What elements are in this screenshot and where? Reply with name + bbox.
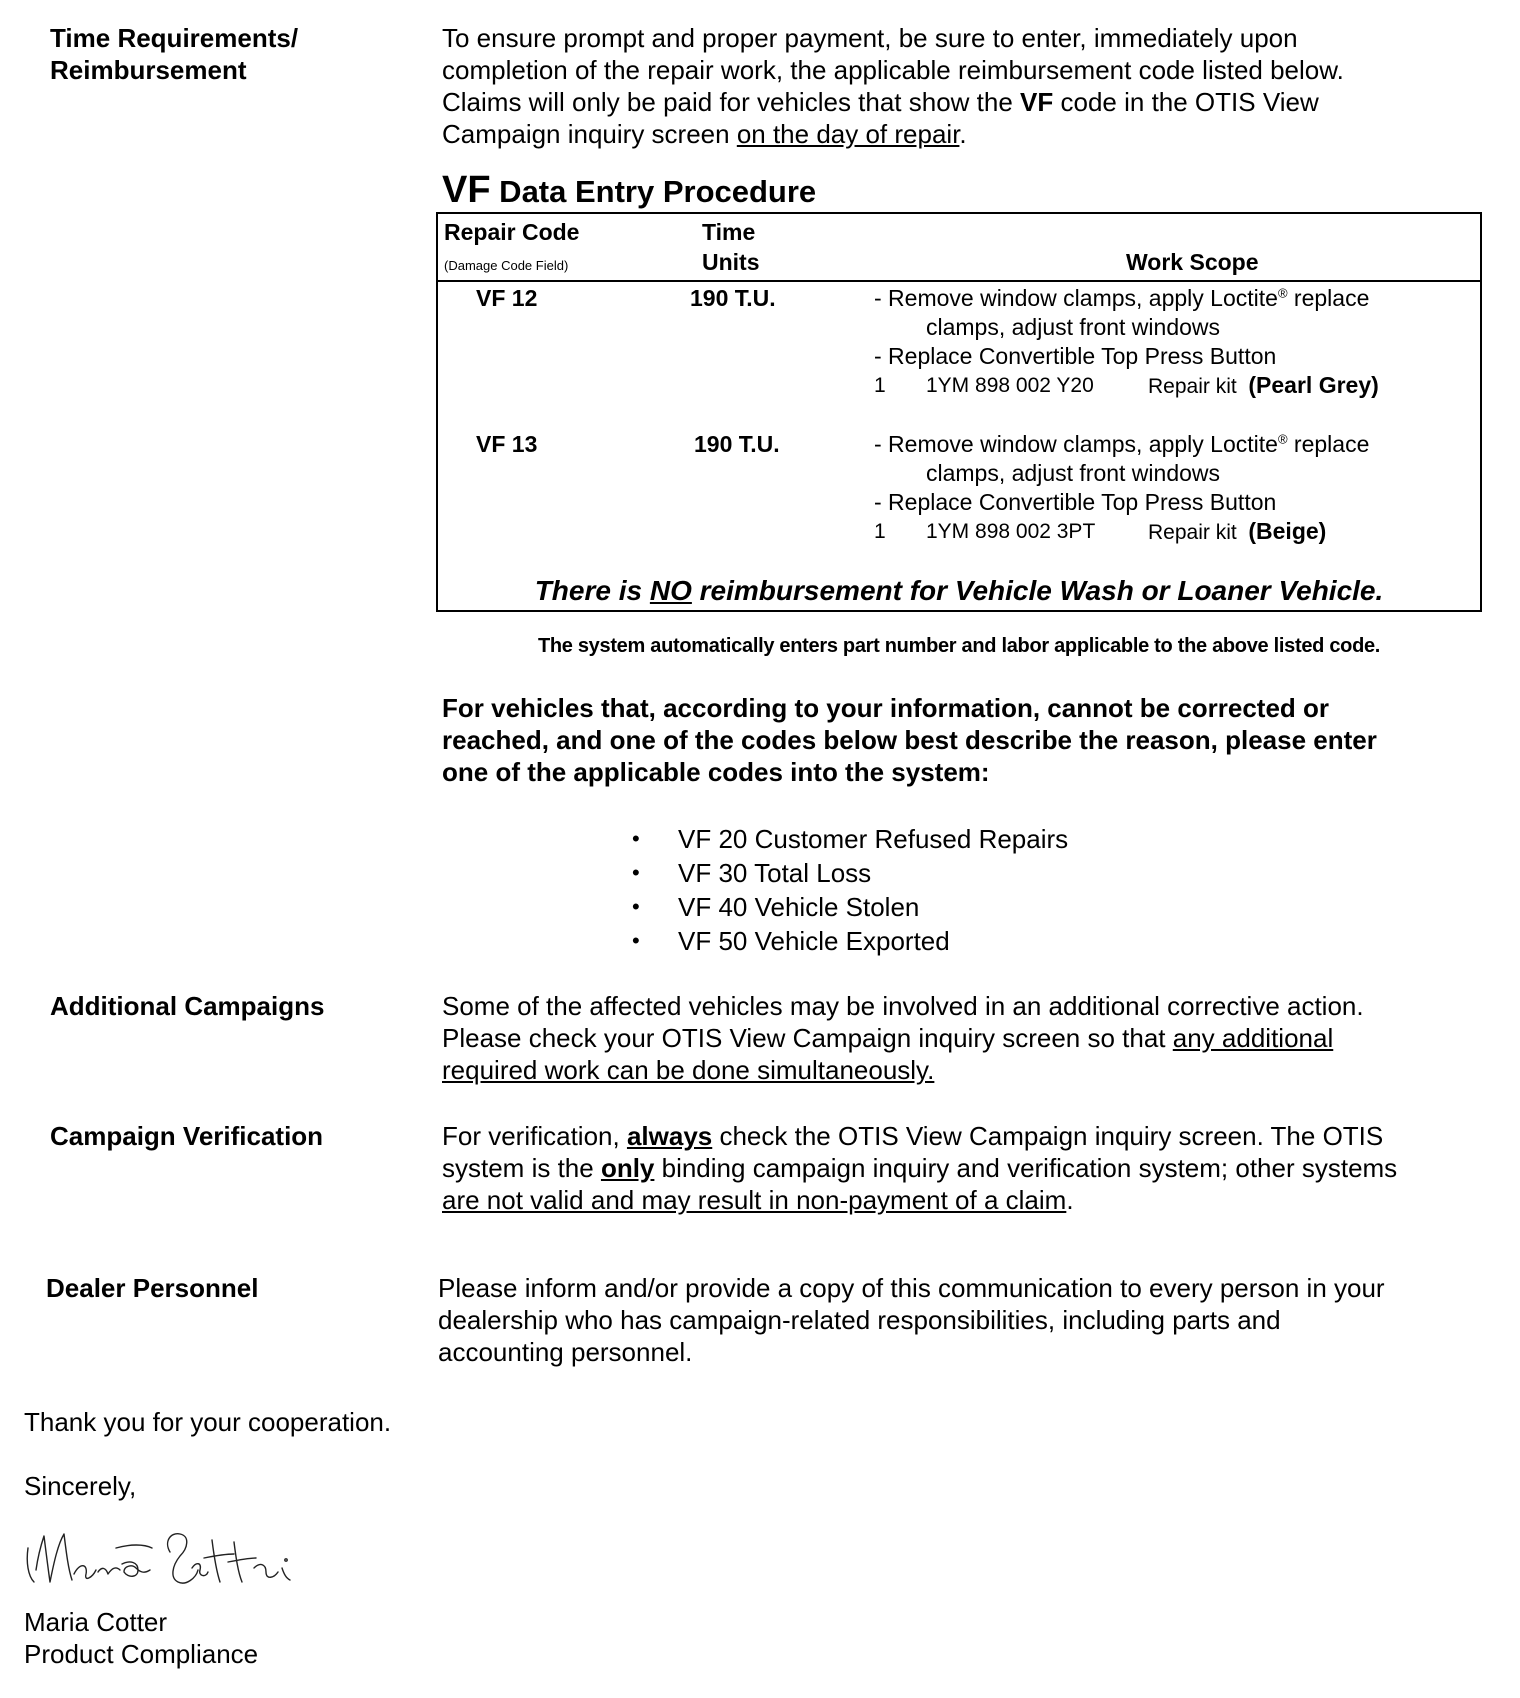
- vf-table-title: [442, 169, 817, 211]
- text-span: code in the OTIS View: [1053, 87, 1319, 117]
- section-label-time-requirements: [50, 22, 298, 86]
- text-span: .: [959, 119, 967, 149]
- row-repair-code: VF 12: [476, 285, 538, 311]
- text-line: [442, 1152, 1502, 1184]
- header-repair-code: Repair Code: [444, 219, 580, 245]
- registered-mark: ®: [1277, 431, 1288, 447]
- uncorrectable-paragraph: [442, 692, 1502, 788]
- section-label-campaign-verification: Campaign Verification: [50, 1121, 324, 1151]
- text-span: check the OTIS View Campaign inquiry screen. The OTIS: [712, 1121, 1384, 1151]
- scope-text: replace: [1287, 285, 1370, 311]
- scope-text: replace: [1287, 431, 1370, 457]
- row-scope-line: clamps, adjust front windows: [926, 314, 1221, 340]
- underlined-text: any additional: [1172, 1023, 1334, 1053]
- vf-title-big: VF: [442, 169, 491, 211]
- text-line: Some of the affected vehicles may be involved in an additional corrective action.: [442, 991, 1364, 1021]
- kit-color: (Pearl Grey): [1248, 372, 1379, 398]
- section-label-dealer-personnel: Dealer Personnel: [46, 1273, 259, 1303]
- row-kit: [1148, 371, 1379, 401]
- header-time: Time: [702, 219, 756, 245]
- text-span: binding campaign inquiry and verification system; other systems: [654, 1153, 1398, 1183]
- kit-label: Repair kit: [1148, 375, 1237, 398]
- row-time-units: 190 T.U.: [690, 285, 776, 311]
- vf-data-table: [436, 212, 1482, 612]
- scope-text: - Remove window clamps, apply Loctite: [874, 285, 1278, 311]
- header-work-scope: Work Scope: [1126, 249, 1259, 275]
- underlined-text: required work can be done simultaneously.: [442, 1055, 935, 1085]
- list-item: • VF 50 Vehicle Exported: [678, 924, 1068, 958]
- text-line: one of the applicable codes into the system:: [442, 757, 990, 787]
- row-part-qty: 1: [874, 520, 886, 543]
- closing-thanks: Thank you for your cooperation.: [24, 1407, 392, 1437]
- text-span: For verification,: [442, 1121, 627, 1151]
- text-line: Please inform and/or provide a copy of this communication to every person in your: [438, 1273, 1385, 1303]
- row-scope-line: - Replace Convertible Top Press Button: [874, 343, 1277, 369]
- vf-code-list: [678, 822, 1068, 958]
- kit-label: Repair kit: [1148, 521, 1237, 544]
- row-part-number: 1YM 898 002 Y20: [926, 374, 1094, 397]
- text-line: For vehicles that, according to your information, cannot be corrected or: [442, 693, 1330, 723]
- row-repair-code: VF 13: [476, 431, 538, 457]
- note-text: There is: [534, 575, 650, 606]
- vf-title-rest: Data Entry Procedure: [490, 174, 817, 209]
- bold-underlined-text: only: [600, 1153, 655, 1183]
- row-scope-line: - Replace Convertible Top Press Button: [874, 489, 1277, 515]
- note-text: reimbursement for Vehicle Wash or Loaner Vehicle.: [691, 575, 1384, 606]
- no-reimbursement-note: [438, 574, 1480, 608]
- label-line: Time Requirements/: [50, 23, 299, 53]
- text-line: [442, 1184, 1502, 1216]
- header-damage-field: (Damage Code Field): [444, 258, 569, 273]
- registered-mark: ®: [1277, 285, 1288, 301]
- text-line: [442, 118, 1502, 150]
- text-line: [442, 86, 1502, 118]
- text-line: [442, 1120, 1502, 1152]
- text-span: Claims will only be paid for vehicles that show the: [442, 87, 1021, 117]
- list-item: • VF 20 Customer Refused Repairs: [678, 822, 1068, 856]
- kit-color: (Beige): [1248, 518, 1327, 544]
- row-kit: [1148, 517, 1326, 547]
- underlined-text: are not valid and may result in non-payment of a claim: [442, 1185, 1067, 1215]
- campaign-verification-text: [442, 1120, 1502, 1216]
- list-item: • VF 40 Vehicle Stolen: [678, 890, 1068, 924]
- text-span: .: [1066, 1185, 1074, 1215]
- time-requirements-text: [442, 22, 1502, 150]
- system-note: The system automatically enters part number and labor applicable to the above listed code.: [537, 635, 1381, 657]
- header-divider: [438, 280, 1480, 282]
- row-scope-line: [874, 430, 1369, 459]
- section-label-additional-campaigns: Additional Campaigns: [50, 991, 325, 1021]
- text-span: Campaign inquiry screen: [442, 119, 737, 149]
- text-line: To ensure prompt and proper payment, be sure to enter, immediately upon: [442, 23, 1298, 53]
- dealer-personnel-text: [438, 1272, 1498, 1368]
- text-span: system is the: [442, 1153, 601, 1183]
- label-line: Reimbursement: [50, 55, 247, 85]
- signatory-name: Maria Cotter: [24, 1607, 168, 1637]
- text-line: dealership who has campaign-related responsibilities, including parts and: [438, 1305, 1281, 1335]
- text-line: accounting personnel.: [438, 1337, 693, 1367]
- text-line: reached, and one of the codes below best describe the reason, please enter: [442, 725, 1377, 755]
- list-item: • VF 30 Total Loss: [678, 856, 1068, 890]
- closing-sincerely: Sincerely,: [24, 1471, 137, 1501]
- vf-code-bold: VF: [1020, 87, 1054, 117]
- signatory-title: Product Compliance: [24, 1639, 259, 1669]
- row-part-qty: 1: [874, 374, 886, 397]
- signature-image: [20, 1512, 340, 1592]
- scope-text: - Remove window clamps, apply Loctite: [874, 431, 1278, 457]
- note-no-underlined: NO: [649, 575, 692, 606]
- row-scope-line: clamps, adjust front windows: [926, 460, 1221, 486]
- bold-underlined-text: always: [626, 1121, 713, 1151]
- underlined-text: on the day of repair: [736, 119, 960, 149]
- text-line: completion of the repair work, the applicable reimbursement code listed below.: [442, 55, 1344, 85]
- signatory-block: [24, 1606, 258, 1670]
- row-time-units: 190 T.U.: [694, 431, 780, 457]
- row-scope-line: [874, 284, 1369, 313]
- header-units: Units: [702, 249, 760, 275]
- text-span: Please check your OTIS View Campaign inquiry screen so that: [442, 1023, 1173, 1053]
- text-line: [442, 1022, 1502, 1054]
- row-part-number: 1YM 898 002 3PT: [926, 520, 1096, 543]
- additional-campaigns-text: [442, 990, 1502, 1086]
